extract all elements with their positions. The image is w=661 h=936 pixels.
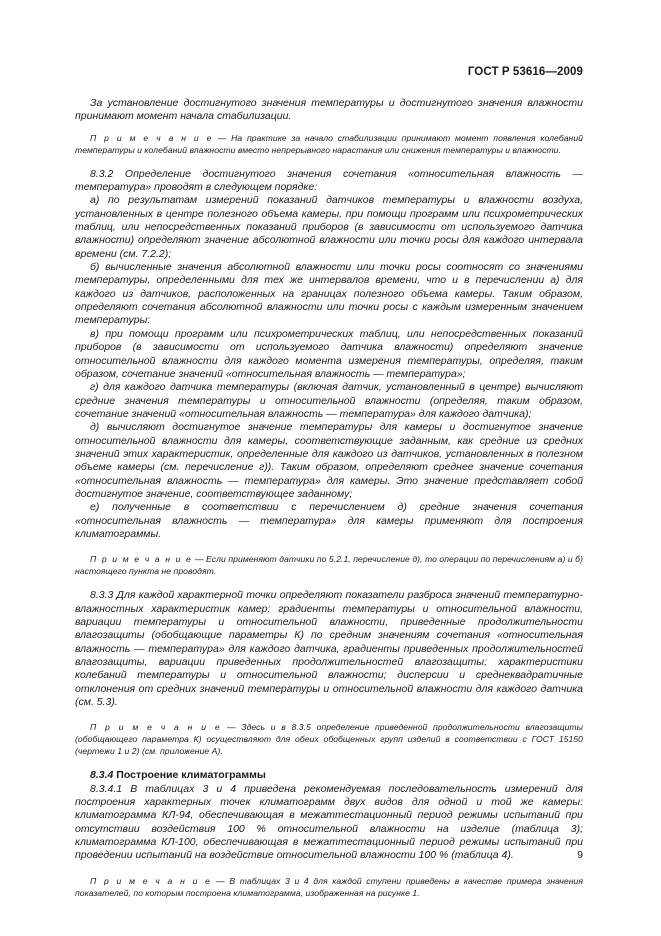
page-number: 9	[577, 849, 583, 861]
paragraph-stabilization: За установление достигнутого значения температуры и достигнутого значения влажности принимают момент начала стабилизации.	[75, 97, 583, 123]
paragraph-8-3-2: 8.3.2 Определение достигнутого значения сочетания «относительная влажность — температура» проводят в следующем порядке:	[75, 167, 583, 194]
standard-header: ГОСТ Р 53616—2009	[467, 66, 583, 78]
section-title: Построение климатограммы	[113, 769, 266, 782]
paragraph-8-3-3: 8.3.3 Для каждой характерной точки определяют показатели разброса значений температурно-влажностных характеристик камер: градиенты температуры и относительной влажности, вариации температуры и относительной влажности, приведенные продолжительности влагозащиты (обобщающие параметры К) по средним значениям сочетания «относительная влажность — температура» для каждого датчика, градиенты приведенных продолжительностей влагозащиты, вариации приведенных продолжительностей влагозащиты; характеристики колебаний температуры и относительной влажности; дисперсии и среднеквадратичные отклонения от средних значений температуры и относительной влажности для каждого датчика (см. 5.3).	[75, 589, 583, 709]
list-item-d: д) вычисляют достигнутое значение температуры для камеры и достигнутое значение относительной влажности для камеры, соответствующие заданным, как средние из средних значений этих характеристик, определенные для каждого из датчиков, установленных в полезном объеме камеры (см. перечисление г)). Таким образом, определяют среднее значение сочетания «относительная влажность — температура» для камеры. Это значение представляет собой достигнутое значение, соответствующее заданному;	[75, 421, 583, 500]
note-sensors	[75, 553, 583, 577]
list-item-a: а) по результатам измерений показаний датчиков температуры и влажности воздуха, установленных в центре полезного объема камеры, при помощи программ или психрометрических таблиц, или непосредственных показаний приборов (в зависимости от используемого датчика влажности) определяют значение абсолютной влажности или точки росы для каждого интервала времени (см. 7.2.2);	[75, 194, 583, 260]
paragraph-8-3-4-1: 8.3.4.1 В таблицах 3 и 4 приведена рекомендуемая последовательность измерений для построения характерных точек климатограмм двух видов для одной и той же камеры: климатограмма КЛ-94, обеспечивающая в межаттестационный период режимы испытаний при отсутствии воздействия 100 % относительной влажности на изделие (таблица 3); климатограмма КЛ-100, обеспечивающая в межаттестационный период режимы испытаний при проведении испытаний на воздействие относительной влажности 100 % (таблица 4).	[75, 782, 583, 862]
note-text: — Здесь и в 8.3.5 определение приведенной продолжительности влагозащиты (обобщающего параметра К) осуществляют для обеих обобщенных групп изделий в соответствии с ГОСТ 15150 (чертежи 1 и 2) (см. приложение А).	[75, 722, 583, 757]
note-parameter-k	[75, 721, 583, 757]
section-heading-8-3-4	[75, 769, 583, 782]
page-content	[75, 97, 583, 899]
note-text: — На практике за начало стабилизации принимают момент появления колебаний температуры и колебаний влажности вместо непрерывного нарастания или снижения температуры и влажности.	[75, 132, 583, 155]
note-tables	[75, 875, 583, 899]
note-text: — Если применяют датчики по 5.2.1, перечисление д), то операции по перечислениям а) и б) настоящего пункта не проводят.	[75, 554, 583, 577]
note-label: П р и м е ч а н и е	[90, 722, 222, 733]
note-label: П р и м е ч а н и е	[90, 875, 212, 886]
note-stabilization	[75, 132, 583, 156]
note-text: — В таблицах 3 и 4 для каждой ступени приведены в качестве примера значения показателей, по которым построена климатограмма, изображенная на рисунке 1.	[75, 875, 583, 898]
note-label: П р и м е ч а н и е	[90, 132, 213, 143]
list-item-e: е) полученные в соответствии с перечислением д) средние значения сочетания «относительная влажность — температура» для камеры применяют для построения климатограммы.	[75, 501, 583, 540]
section-number: 8.3.4	[90, 769, 114, 782]
list-item-v: в) при помощи программ или психрометрических таблиц, или непосредственных показаний приборов (в зависимости от используемого датчика влажности) определяют значение относительной влажности для каждого момента измерения температуры, определяя, таким образом, сочетание значений «относительная влажность — температура»;	[75, 327, 583, 380]
note-label: П р и м е ч а н и е	[90, 554, 193, 565]
list-item-b: б) вычисленные значения абсолютной влажности или точки росы соотносят со значениями температуры, определенными для тех же интервалов времени, что и в перечислении а) для каждого из датчиков, расположенных на границах полезного объема камеры. Таким образом, определяют сочетания абсолютной влажности или точки росы с каждым измеренным значением температуры:	[75, 261, 583, 327]
list-item-g: г) для каждого датчика температуры (включая датчик, установленный в центре) вычисляют средние значения температуры и относительной влажности (определяя, таким образом, сочетание значений «относительная влажность — температура» для каждого датчика);	[75, 381, 583, 420]
